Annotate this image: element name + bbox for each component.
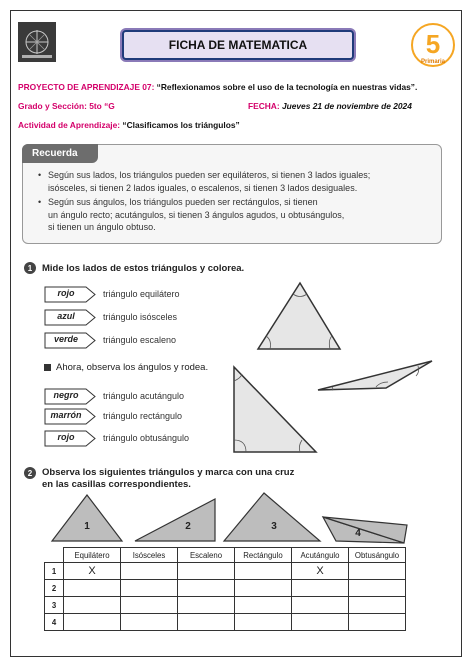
table-cell[interactable] bbox=[349, 580, 406, 597]
triangle-1-label: 1 bbox=[84, 521, 90, 532]
recuerda-bullet-angles-line3: si tienen un ángulo obtuso. bbox=[48, 222, 156, 232]
table-cell[interactable]: X bbox=[292, 563, 349, 580]
triangle-4 bbox=[323, 517, 407, 543]
tag-side-1-word: rojo bbox=[57, 288, 75, 298]
fecha-year: de 2024 bbox=[381, 101, 412, 111]
table-row bbox=[45, 580, 406, 597]
table-cell[interactable] bbox=[349, 597, 406, 614]
table-cell[interactable] bbox=[178, 580, 235, 597]
triangle-3-label: 3 bbox=[271, 521, 277, 532]
angles-title: Ahora, observa los ángulos y rodea. bbox=[56, 362, 209, 373]
triangle-1 bbox=[52, 495, 122, 541]
table-header-cell: Isósceles bbox=[121, 548, 178, 563]
section2-title-line1: Observa los siguientes triángulos y marca con una cruz bbox=[42, 467, 295, 478]
table-cell[interactable] bbox=[121, 614, 178, 631]
tag-angle-1-desc: triángulo acutángulo bbox=[103, 391, 185, 401]
table-cell[interactable] bbox=[235, 614, 292, 631]
table-row-label: 4 bbox=[45, 614, 64, 631]
tag-angle-3-desc: triángulo obtusángulo bbox=[103, 433, 190, 443]
grado-label: Grado y Sección: bbox=[18, 101, 87, 111]
tag-side-3-desc: triángulo escaleno bbox=[103, 335, 177, 345]
table-row-label: 3 bbox=[45, 597, 64, 614]
actividad-label: Actividad de Aprendizaje: bbox=[18, 120, 121, 130]
proyecto-value: “Reflexionamos sobre el uso de la tecnología en nuestras vidas”. bbox=[154, 82, 418, 92]
grade-five-label: Primaria bbox=[420, 59, 446, 65]
table-cell[interactable] bbox=[178, 597, 235, 614]
table-header-cell: Obtusángulo bbox=[349, 548, 406, 563]
tag-angle-3-word: rojo bbox=[57, 432, 75, 442]
table-cell[interactable] bbox=[64, 580, 121, 597]
fecha-value: Jueves 21 de noviembre bbox=[279, 101, 382, 111]
table-row bbox=[45, 597, 406, 614]
table-cell[interactable] bbox=[292, 597, 349, 614]
tag-angle-2-desc: triángulo rectángulo bbox=[103, 411, 183, 421]
table-row-label: 2 bbox=[45, 580, 64, 597]
triangle-3 bbox=[224, 493, 320, 541]
section1-number: 1 bbox=[24, 262, 36, 274]
triangle-4-label: 4 bbox=[355, 528, 361, 539]
table-header-cell: Acutángulo bbox=[292, 548, 349, 563]
table-cell[interactable] bbox=[178, 614, 235, 631]
recuerda-bullet-angles-line1: • Según sus ángulos, los triángulos pueden ser rectángulos, si tienen bbox=[48, 197, 318, 207]
section2-title-line2: en las casillas correspondientes. bbox=[42, 479, 191, 490]
table-header-cell: Escaleno bbox=[178, 548, 235, 563]
table-cell[interactable] bbox=[121, 580, 178, 597]
recuerda-tab: Recuerda bbox=[22, 144, 98, 163]
table-cell[interactable] bbox=[235, 580, 292, 597]
recuerda-bullet-angles-line2: un ángulo recto; acutángulos, si tienen 3 ángulos agudos, u obtusángulos, bbox=[48, 209, 345, 220]
proyecto-label: PROYECTO DE APRENDIZAJE 07: bbox=[18, 82, 155, 92]
tag-angle-2-word: marrón bbox=[50, 410, 82, 420]
tag-angle-1-word: negro bbox=[53, 390, 79, 400]
table-cell[interactable]: X bbox=[64, 563, 121, 580]
table-cell[interactable] bbox=[292, 580, 349, 597]
table-row bbox=[45, 614, 406, 631]
table-header-cell: Rectángulo bbox=[235, 548, 292, 563]
table-header-cell: Equilátero bbox=[64, 548, 121, 563]
table-cell[interactable] bbox=[235, 597, 292, 614]
table-cell[interactable] bbox=[64, 614, 121, 631]
tag-side-2-desc: triángulo isósceles bbox=[103, 312, 178, 322]
table-cell[interactable] bbox=[235, 563, 292, 580]
table-cell[interactable] bbox=[292, 614, 349, 631]
page-title: FICHA DE MATEMATICA bbox=[122, 30, 354, 60]
classification-table bbox=[44, 547, 406, 631]
actividad-value: “Clasificamos los triángulos” bbox=[120, 120, 240, 130]
grade-five-digit: 5 bbox=[425, 29, 441, 59]
recuerda-bullet-sides-line2: isósceles, si tienen 2 lados iguales, o escalenos, si tienen 3 lados desiguales. bbox=[48, 182, 358, 193]
tag-side-2-word: azul bbox=[57, 311, 75, 321]
section2-number: 2 bbox=[24, 467, 36, 479]
triangle-2 bbox=[135, 499, 215, 541]
table-cell[interactable] bbox=[349, 563, 406, 580]
table-cell[interactable] bbox=[121, 563, 178, 580]
table-row-label: 1 bbox=[45, 563, 64, 580]
grado-value: 5to “G bbox=[86, 101, 115, 111]
table-cell[interactable] bbox=[64, 597, 121, 614]
section1-title: Mide los lados de estos triángulos y colorea. bbox=[42, 263, 245, 274]
table-row bbox=[45, 563, 406, 580]
table-corner bbox=[45, 548, 64, 563]
tag-side-3-word: verde bbox=[53, 334, 79, 344]
table-cell[interactable] bbox=[178, 563, 235, 580]
recuerda-bullet-sides-line1: • Según sus lados, los triángulos pueden ser equiláteros, si tienen 3 lados iguales; bbox=[48, 170, 371, 180]
tag-side-1-desc: triángulo equilátero bbox=[103, 289, 180, 299]
table-cell[interactable] bbox=[349, 614, 406, 631]
triangle-2-label: 2 bbox=[185, 521, 191, 532]
table-cell[interactable] bbox=[121, 597, 178, 614]
table-header-row bbox=[45, 548, 406, 563]
fecha-label: FECHA: bbox=[248, 101, 280, 111]
